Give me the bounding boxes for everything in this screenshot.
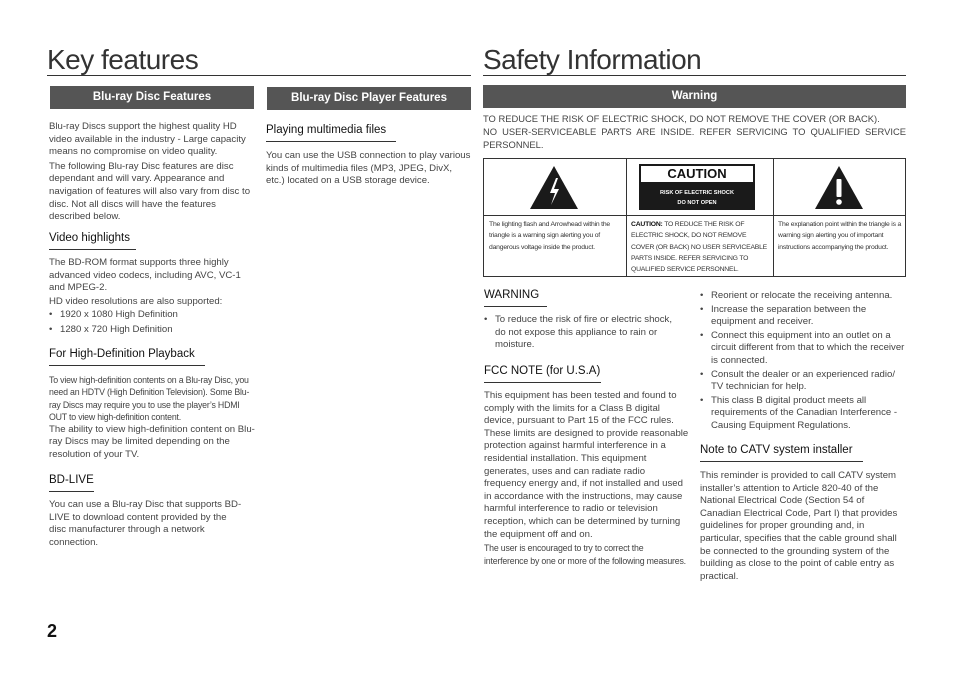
caution-prefix: CAUTION: <box>631 221 663 228</box>
page-number: 2 <box>47 621 58 641</box>
caution-explanation <box>631 219 770 275</box>
page-title-key-features: Key features <box>47 44 199 75</box>
hd-paragraph-2: The ability to view high-definition content on Blu-ray Discs may be limited depending on the resolution of your TV. <box>49 423 255 460</box>
intro-paragraph-2: The following Blu-ray Disc features are disc dependant and will vary. Appearance and navigation of features will also vary from disc to disc. Not all discs will have the features described below. <box>49 160 251 223</box>
resolution-item-720: • 1280 x 720 High Definition <box>49 324 255 337</box>
lightning-explanation: The lighting flash and Arrowhead within the triangle is a warning sign alerting you of dangerous voltage inside the product. <box>489 221 610 251</box>
player-features-header: Blu-ray Disc Player Features <box>267 87 471 110</box>
video-highlights-heading: Video highlights <box>49 232 136 250</box>
page-title-safety-information: Safety Information <box>483 44 702 75</box>
exclamation-explanation: The explanation point within the triangle is a warning sign alerting you of important instructions accompanying the product. <box>778 221 902 251</box>
bd-live-text: You can use a Blu-ray Disc that supports BD-LIVE to download content provided by the disc manufacturer through a network connection. <box>49 499 242 548</box>
fcc-measures-list <box>700 290 907 433</box>
measure-item-4: • Consult the dealer or an experienced radio/ TV technician for help. <box>700 369 907 394</box>
fcc-note-heading: FCC NOTE (for U.S.A) <box>484 365 601 383</box>
measure-item-1: • Reorient or relocate the receiving antenna. <box>700 290 907 303</box>
caution-label: CAUTION <box>641 166 753 182</box>
lightning-warning-icon <box>529 165 579 210</box>
bd-live-heading: BD-LIVE <box>49 474 94 492</box>
catv-heading: Note to CATV system installer <box>700 444 863 462</box>
hd-paragraph-1: To view high-definition contents on a Blu-ray Disc, you need an HDTV (High Definition Television). Some Blu-ray Discs may require you to use the player’s HDMI OUT to view high-definition content. <box>49 375 250 423</box>
exclamation-warning-icon <box>814 165 864 210</box>
hd-playback-text <box>49 374 257 461</box>
resolution-item-1080: • 1920 x 1080 High Definition <box>49 309 255 322</box>
measure-item-5: • This class B digital product meets all requirements of the Canadian Interference -Causing Equipment Regulations. <box>700 395 907 433</box>
measure-item-3: • Connect this equipment into an outlet on a circuit different from that to which the receiver is connected. <box>700 330 907 368</box>
multimedia-heading: Playing multimedia files <box>266 124 396 142</box>
title-rule-right <box>483 75 906 76</box>
table-divider-1 <box>626 159 627 276</box>
caution-risk-text: RISK OF ELECTRIC SHOCK <box>660 190 734 196</box>
video-paragraph-2: HD video resolutions are also supported: <box>49 295 223 307</box>
fcc-paragraph-2: The user is encouraged to try to correct the interference by one or more of the following measures. <box>484 543 686 566</box>
blu-ray-disc-features-header: Blu-ray Disc Features <box>50 86 254 109</box>
intro-paragraph-1: Blu-ray Discs support the highest quality HD video available in the industry - Large capacity means no compromise on video quality. <box>49 121 246 158</box>
warning-header: Warning <box>483 85 906 108</box>
catv-text: This reminder is provided to call CATV system installer’s attention to Article 820-40 of the National Electrical Code (Section 54 of Canadian Electrical Code, Part I) that provides guidelines for proper grounding and, in particular, specifies that the cable ground shall be connected to the grounding system of the building as close to the point of cable entry as practical. <box>700 470 898 582</box>
intro-text <box>49 121 255 224</box>
video-highlights-text <box>49 257 255 337</box>
warning-item: • To reduce the risk of fire or electric shock, do not expose this appliance to rain or moisture. <box>484 314 684 352</box>
caution-table <box>483 158 906 277</box>
multimedia-text: You can use the USB connection to play various kinds of multimedia files (MP3, JPEG, DivX, etc.) located on a USB storage device. <box>266 150 471 187</box>
warning-intro <box>483 112 906 152</box>
fcc-paragraph-1: This equipment has been tested and found to comply with the limits for a Class B digital device, pursuant to Part 15 of the FCC rules. These limits are designed to provide reasonable protection against harmful interference in a residential installation. This equipment generates, uses and can radiate radio frequency energy and, if not installed and used in accordance with the instructions, may cause harmful interference to radio or television reception, which can be determined by turning the equipment off and on. <box>484 390 689 540</box>
warning-heading: WARNING <box>484 289 547 307</box>
table-divider-2 <box>773 159 774 276</box>
fcc-note-text <box>484 390 689 567</box>
table-divider-horizontal <box>484 215 905 216</box>
measure-item-2: • Increase the separation between the equipment and receiver. <box>700 304 907 329</box>
warning-list <box>484 314 684 352</box>
hd-playback-heading: For High-Definition Playback <box>49 348 205 366</box>
caution-label-box <box>639 164 755 210</box>
title-rule-left <box>47 75 471 76</box>
warning-line-1: TO REDUCE THE RISK OF ELECTRIC SHOCK, DO NOT REMOVE THE COVER (OR BACK). <box>483 113 880 124</box>
caution-do-not-open-text: DO NOT OPEN <box>677 200 717 206</box>
video-paragraph-1: The BD-ROM format supports three highly advanced video codecs, including AVC, VC-1 and MPEG-2. <box>49 257 241 294</box>
warning-line-2: NO USER-SERVICEABLE PARTS ARE INSIDE. REFER SERVICING TO QUALIFIED SERVICE PERSONNEL. <box>483 126 906 151</box>
caution-body: TO REDUCE THE RISK OF ELECTRIC SHOCK, DO NOT REMOVE COVER (OR BACK) NO USER SERVICEABLE PARTS INSIDE. REFER SERVICING TO QUALIFIED SERVICE PERSONNEL. <box>631 221 768 274</box>
